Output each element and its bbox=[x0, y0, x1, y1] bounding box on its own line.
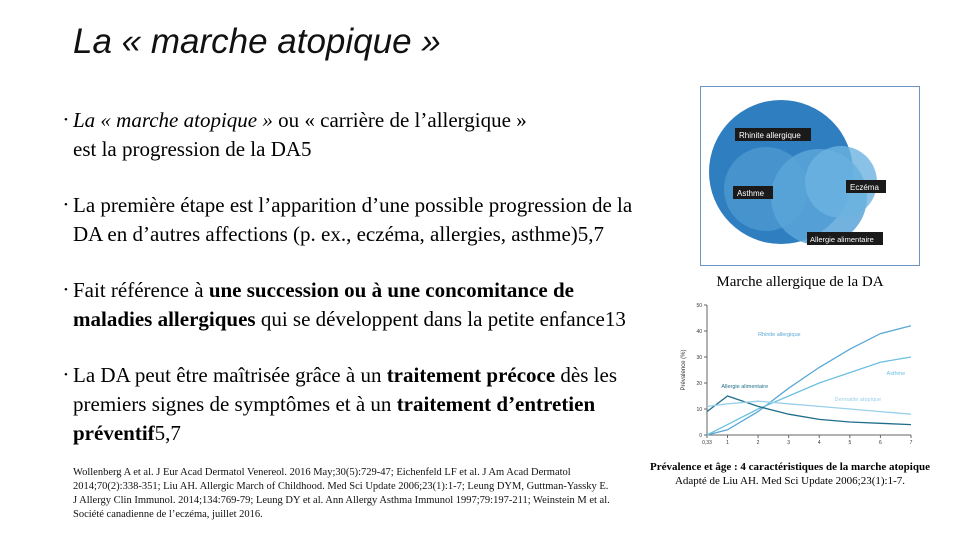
x-tick-label: 0,33 bbox=[702, 440, 712, 446]
x-tick-label: 5 bbox=[848, 440, 852, 446]
bullet-3-post: qui se développent dans la petite enfance13 bbox=[255, 307, 626, 331]
chart-caption bbox=[650, 460, 930, 488]
prevalence-chart bbox=[675, 297, 925, 447]
bullet-2 bbox=[73, 191, 643, 249]
venn-diagram bbox=[700, 86, 920, 266]
bullet-1 bbox=[73, 106, 643, 164]
chart-caption-title: Prévalence et âge : 4 caractéristiques de la marche atopique bbox=[650, 461, 930, 473]
y-tick-label: 50 bbox=[696, 303, 702, 309]
x-tick-label: 4 bbox=[817, 440, 821, 446]
y-tick-label: 40 bbox=[696, 329, 702, 335]
series-label: Allergie alimentaire bbox=[721, 384, 769, 391]
x-tick-label: 7 bbox=[909, 440, 913, 446]
x-tick-label: 1 bbox=[726, 440, 729, 446]
venn-label-allergie: Allergie alimentaire bbox=[810, 235, 874, 244]
series-line bbox=[707, 326, 911, 435]
bullet-2-text: La première étape est l’apparition d’une possible progression de la DA en d’autres affections (p. ex., eczéma, allergies, asthme)5,7 bbox=[73, 193, 633, 246]
bullet-1-italic: La « marche atopique » bbox=[73, 108, 273, 132]
bullet-3-pre: Fait référence à bbox=[73, 278, 209, 302]
bullet-4-mid: dès les premiers signes de symptômes et à un bbox=[73, 363, 617, 416]
x-tick-label: 3 bbox=[787, 440, 791, 446]
series-label: Rhinite allergique bbox=[758, 332, 801, 339]
series-label: Asthme bbox=[886, 371, 906, 378]
y-tick-label: 30 bbox=[696, 355, 702, 361]
bullet-4-pre: La DA peut être maîtrisée grâce à un bbox=[73, 363, 387, 387]
bullet-4-post: 5,7 bbox=[154, 421, 181, 445]
venn-label-rhinite: Rhinite allergique bbox=[739, 131, 801, 140]
bullet-3 bbox=[73, 276, 643, 334]
x-tick-label: 2 bbox=[756, 440, 760, 446]
bullet-3-bold: une succession ou à une concomitance de maladies allergiques bbox=[73, 278, 575, 331]
venn-svg bbox=[701, 87, 919, 265]
bullet-4-bold1: traitement précoce bbox=[386, 363, 556, 387]
y-tick-label: 20 bbox=[696, 381, 702, 387]
y-tick-label: 0 bbox=[699, 433, 702, 439]
y-tick-label: 10 bbox=[696, 407, 702, 413]
series-label: Dermatite atopique bbox=[834, 397, 882, 404]
bullet-1-rest: ou « carrière de l’allergique » bbox=[272, 108, 527, 132]
chart-caption-source: Adapté de Liu AH. Med Sci Update 2006;23(1):1-7. bbox=[674, 475, 906, 487]
bullet-1-rest2: est la progression de la DA5 bbox=[73, 137, 312, 161]
bullet-4-bold2: traitement d’entretien préventif bbox=[73, 392, 596, 445]
venn-caption: Marche allergique de la DA bbox=[716, 274, 884, 290]
chart-svg bbox=[675, 297, 925, 447]
page-title: La « marche atopique » bbox=[73, 22, 441, 61]
y-axis-label: Prévalence (%) bbox=[681, 349, 687, 391]
venn-label-eczema: Eczéma bbox=[850, 183, 879, 192]
references: Wollenberg A et al. J Eur Acad Dermatol Venereol. 2016 May;30(5):729-47; Eichenfeld LF et al. J Am Acad Dermatol 2014;70(2):338-351; Liu AH. Allergic March of Childhood. Med Sci Update 2006;23(1):1-7; Leung DYM, Guttman-Yassky E. J Allergy Clin Immunol. 2014;134:769-79; Leung DY et al. Ann Allergy Asthma Immunol 1997;79:197-211; Weinstein M et al. Société canadienne de l’eczéma, juillet 2016. bbox=[73, 467, 610, 520]
x-tick-label: 6 bbox=[879, 440, 882, 446]
venn-label-asthme: Asthme bbox=[737, 189, 765, 198]
bullet-4 bbox=[73, 361, 643, 448]
bullet-list bbox=[73, 106, 643, 475]
